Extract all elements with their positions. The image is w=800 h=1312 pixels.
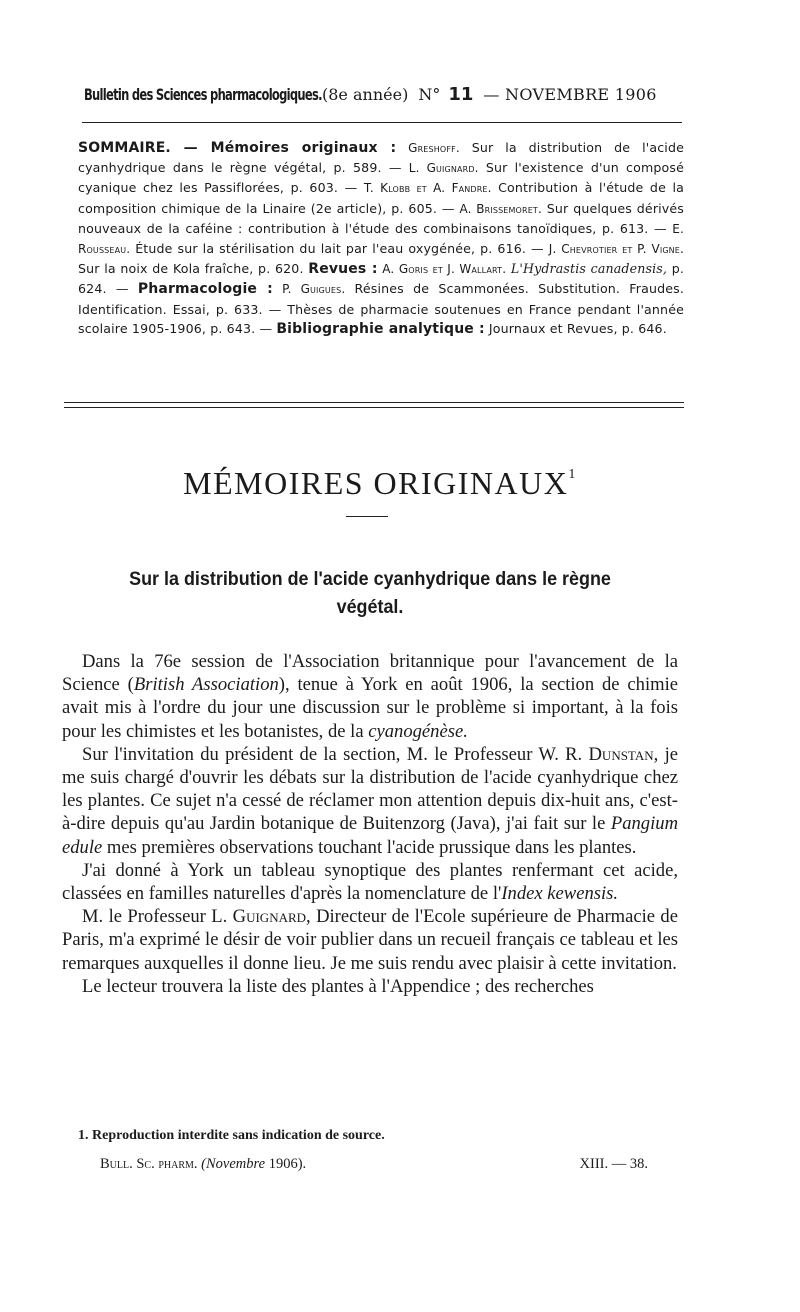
pharmacologie-label: Pharmacologie : [137, 281, 273, 298]
section-title [130, 465, 630, 502]
toc-entry: Résines de Scammonées. Substitution. Fraudes. Identification. Essai, p. 633. — Thèses de pharmacie soutenues en France pendant l'année scolaire 1905-1906, p. 643. — [78, 281, 685, 336]
toc-author: L. Guignard. [408, 161, 479, 176]
toc-entry: Sur l'existence d'un composé cyanique chez les Passiflorées, p. 603. — [78, 160, 684, 196]
paragraph [62, 905, 678, 975]
footnote: 1. Reproduction interdite sans indication de source. [78, 1128, 385, 1143]
toc-entry: Sur la distribution de l'acide cyanhydrique dans le règne végétal, p. 589. — [78, 140, 684, 176]
bibliographie-label: Bibliographie analytique : [276, 320, 485, 337]
issue-number-label: N° [418, 85, 441, 104]
text-run: Dans la 76e session de l'Association britannique pour l'avancement de la Science ( [62, 651, 678, 696]
text-run: je me suis chargé d'ouvrir les débats sur la distribution de l'acide cyanhydrique chez les plantes. Ce sujet n'a cessé de réclamer mon attention depuis dix-huit ans, c'est-à-dire depuis qu'au Jardin botanique de Buitenzorg (Java), j'ai fait sur le [62, 743, 678, 835]
footnote-mark: 1 [568, 467, 577, 482]
text-run: ), tenue à York en août 1906, la section de chimie avait mis à l'ordre du jour une discussion sur le problème si important, à la fois pour les chimistes et les botanistes, de la [62, 674, 679, 742]
text-run: Le lecteur trouvera la liste des plantes à l'Appendice ; des recherches [82, 975, 594, 997]
text-run: J'ai donné à York un tableau synoptique des plantes renfermant cet acide, classées en familles naturelles d'après la nomenclature de l' [62, 859, 678, 905]
toc-entry: Contribution à l'étude de la composition chimique de la Linaire (2e article), p. 605. — [78, 180, 684, 216]
text-run: M. le Professeur L. [82, 906, 228, 928]
section-title-text: MÉMOIRES ORIGINAUX [183, 465, 569, 501]
toc-author: Greshoff. [408, 141, 460, 155]
text-run-italic: cyanogénèse. [368, 720, 468, 742]
text-run-italic: Pangium edule [62, 813, 678, 858]
toc-author: E. Rousseau. [78, 221, 684, 257]
paragraph [62, 975, 678, 998]
journal-name: Bulletin des Sciences pharmacologiques. [84, 85, 322, 104]
text-run-italic: British Association [133, 674, 279, 696]
text-run-italic: Index kewensis. [501, 883, 619, 905]
issue-number: 11 [448, 84, 474, 105]
text-run: Sur l'invitation du président de la section, M. le Professeur W. R. [82, 743, 583, 765]
toc-author: P. Guigues. [282, 282, 346, 297]
table-of-contents [78, 138, 684, 339]
page-footer [100, 1156, 648, 1178]
volume-year: (8e année) [322, 85, 409, 104]
section-divider-top [64, 402, 684, 403]
toc-author: J. Chevrotier et P. Vigne. [548, 242, 684, 257]
toc-entry: Sur quelques dérivés nouveaux de la caféine : contribution à l'étude des combinaisons tanoïdiques, p. 613. — [78, 200, 685, 236]
toc-author: T. Klobb et A. Fandre. [363, 181, 492, 196]
footer-volume-page: XIII. — 38. [579, 1156, 648, 1172]
footer-year: 1906). [268, 1156, 307, 1172]
sommaire-label: SOMMAIRE. — Mémoires originaux : [78, 140, 397, 156]
section-divider-bottom [64, 407, 684, 408]
text-run: Directeur de l'Ecole supérieure de Pharmacie de Paris, m'a exprimé le désir de voir publier dans un recueil français ce tableau et les remarques auxquelles il donne lieu. Je me suis rendu avec plaisir à cette invitation. [62, 906, 678, 974]
toc-author: A. Brissemoret. [459, 201, 542, 216]
paragraph [62, 650, 678, 743]
article-body [62, 650, 678, 998]
paragraph [62, 743, 678, 859]
toc-entry: p. 624. — [78, 261, 685, 297]
running-head [84, 84, 684, 112]
footer-journal: Bull. Sc. pharm. [100, 1156, 198, 1172]
text-run: mes premières observations touchant l'acide prussique dans les plantes. [106, 836, 637, 858]
paragraph [62, 859, 678, 905]
toc-author: A. Goris et J. Wallart. [382, 262, 507, 277]
toc-entry: Journaux et Revues, p. 646. [488, 320, 667, 336]
issue-date: — NOVEMBRE 1906 [483, 85, 657, 104]
footer-month: (Novembre [201, 1156, 266, 1172]
toc-entry: Sur la noix de Kola fraîche, p. 620. [78, 261, 304, 277]
revues-label: Revues : [308, 261, 378, 278]
article-title: Sur la distribution de l'acide cyanhydrique dans le règne végétal. [129, 568, 611, 618]
toc-entry: Étude sur la stérilisation du lait par l'eau oxygénée, p. 616. — [135, 241, 544, 257]
header-rule [82, 122, 682, 123]
footer-citation [100, 1156, 306, 1178]
title-rule [346, 516, 388, 517]
author-name: Guignard, [232, 906, 311, 928]
toc-title: L'Hydrastis canadensis, [510, 261, 668, 277]
author-name: Dunstan, [588, 743, 659, 765]
